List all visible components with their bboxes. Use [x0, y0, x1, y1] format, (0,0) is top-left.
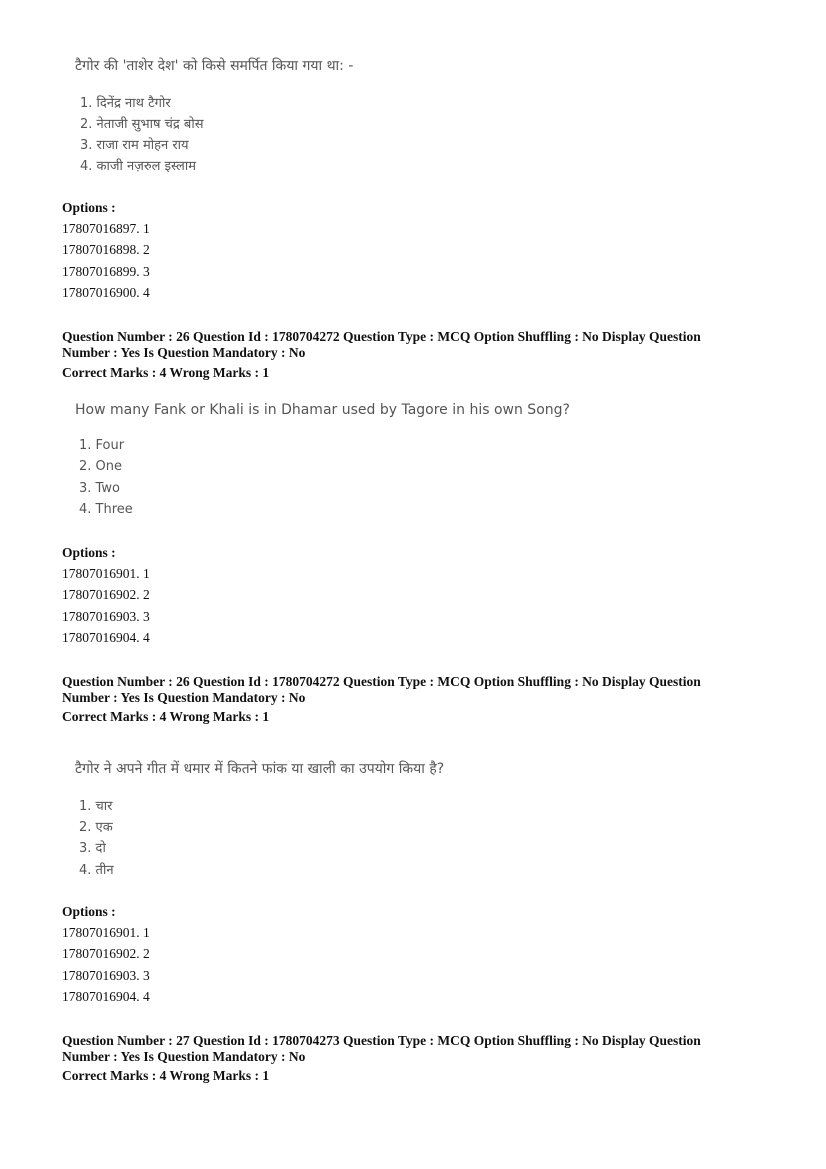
- option-id-2: 17807016902. 2: [62, 587, 150, 602]
- option-id-3: 17807016903. 3: [62, 968, 150, 983]
- choice-4: 4. काजी नज़रुल इस्लाम: [80, 159, 197, 174]
- question-meta-line1: Question Number : 26 Question Id : 1780704272 Question Type : MCQ Option Shuffling : No Display Question: [62, 329, 701, 344]
- choice-1: 1. Four: [79, 438, 125, 453]
- question-text-hindi: टैगोर की 'ताशेर देश' को किसे समर्पित किया गया था: -: [75, 58, 354, 74]
- option-id-1: 17807016901. 1: [62, 566, 150, 581]
- choice-3: 3. दो: [79, 841, 106, 856]
- option-id-3: 17807016903. 3: [62, 609, 150, 624]
- choice-2: 2. नेताजी सुभाष चंद्र बोस: [80, 117, 204, 132]
- option-id-1: 17807016897. 1: [62, 221, 150, 236]
- options-label: Options :: [62, 200, 116, 215]
- choice-1: 1. चार: [79, 799, 113, 814]
- question-meta-line1: Question Number : 26 Question Id : 1780704272 Question Type : MCQ Option Shuffling : No Display Question: [62, 674, 701, 689]
- option-id-3: 17807016899. 3: [62, 264, 150, 279]
- choice-1: 1. दिनेंद्र नाथ टैगोर: [80, 96, 171, 111]
- question-meta-line2: Number : Yes Is Question Mandatory : No: [62, 690, 306, 705]
- option-id-2: 17807016902. 2: [62, 946, 150, 961]
- marks-line: Correct Marks : 4 Wrong Marks : 1: [62, 365, 270, 380]
- choice-3: 3. राजा राम मोहन राय: [80, 138, 189, 153]
- option-id-1: 17807016901. 1: [62, 925, 150, 940]
- question-text-hindi: टैगोर ने अपने गीत में धमार में कितने फांक या खाली का उपयोग किया है?: [75, 761, 445, 777]
- option-id-4: 17807016904. 4: [62, 630, 150, 645]
- question-meta-line2: Number : Yes Is Question Mandatory : No: [62, 1049, 306, 1064]
- marks-line: Correct Marks : 4 Wrong Marks : 1: [62, 1068, 270, 1083]
- choice-2: 2. एक: [79, 820, 113, 835]
- option-id-4: 17807016904. 4: [62, 989, 150, 1004]
- option-id-4: 17807016900. 4: [62, 285, 150, 300]
- options-label: Options :: [62, 545, 116, 560]
- marks-line: Correct Marks : 4 Wrong Marks : 1: [62, 709, 270, 724]
- question-text-english: How many Fank or Khali is in Dhamar used by Tagore in his own Song?: [75, 402, 570, 418]
- choice-2: 2. One: [79, 459, 123, 474]
- question-meta-line1: Question Number : 27 Question Id : 1780704273 Question Type : MCQ Option Shuffling : No Display Question: [62, 1033, 701, 1048]
- options-label: Options :: [62, 904, 116, 919]
- option-id-2: 17807016898. 2: [62, 242, 150, 257]
- question-meta-line2: Number : Yes Is Question Mandatory : No: [62, 345, 306, 360]
- choice-4: 4. Three: [79, 502, 133, 517]
- choice-3: 3. Two: [79, 481, 120, 496]
- choice-4: 4. तीन: [79, 863, 114, 878]
